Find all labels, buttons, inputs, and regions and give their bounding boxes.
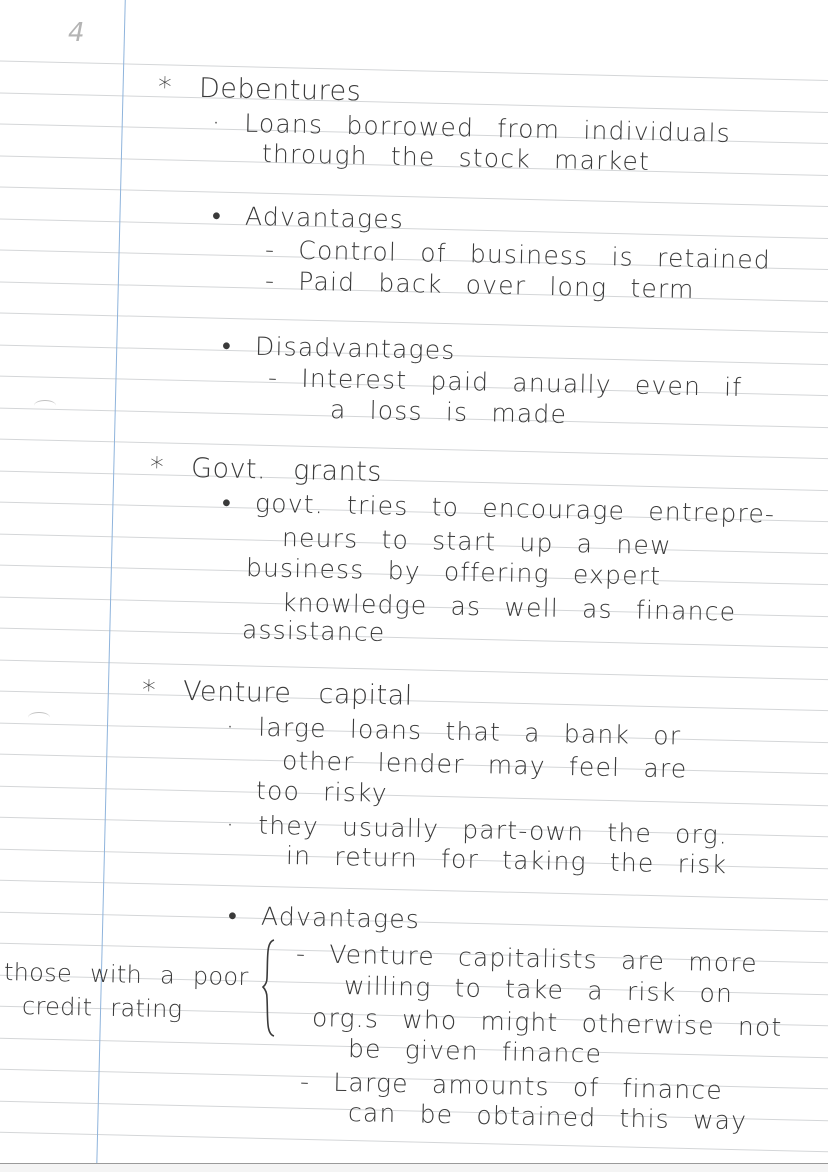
rule-line (0, 879, 828, 901)
margin-line (96, 0, 126, 1164)
hole-punch-mark (28, 712, 50, 723)
rule-line (0, 785, 828, 807)
note-line: • govt. tries to encourage entrepre- (221, 488, 776, 529)
curly-brace-icon (262, 938, 276, 1038)
heading-debentures: * Debentures (157, 72, 362, 108)
rule-line (0, 218, 828, 240)
side-note-line: those with a poor (3, 958, 249, 992)
subheading-advantages: • Advantages (227, 901, 421, 935)
subheading-disadvantages: • Disadvantages (221, 331, 456, 365)
note-line: knowledge as well as finance (281, 588, 737, 627)
heading-govt-grants: * Govt. grants (149, 452, 383, 488)
note-line: - Paid back over long term (264, 266, 695, 304)
rule-line (0, 92, 828, 114)
note-line: business by offering expert (245, 553, 662, 591)
note-line: assistance (241, 615, 386, 648)
note-line: - Interest paid anually even if (267, 363, 743, 402)
hole-punch-mark (34, 400, 56, 411)
note-line: org.s who might otherwise not (311, 1003, 783, 1042)
note-line: - Control of business is retained (264, 235, 772, 275)
note-line: through the stock market (261, 139, 651, 177)
rule-line (0, 470, 828, 492)
heading-venture-capital: * Venture capital (141, 675, 414, 712)
note-line: · Loans borrowed from individuals (211, 108, 732, 148)
note-line: a loss is made (329, 395, 568, 429)
rule-line (0, 312, 828, 334)
rule-line (0, 186, 828, 208)
rule-line (0, 659, 828, 681)
subheading-advantages: • Advantages (211, 201, 405, 235)
note-line: can be obtained this way (347, 1098, 748, 1136)
note-line: · they usually part-own the org. (225, 810, 729, 850)
note-line: be given finance (347, 1034, 603, 1069)
note-line: in return for taking the risk (285, 841, 728, 880)
side-note-line: credit rating (21, 992, 183, 1024)
rule-line (0, 690, 828, 712)
note-line: · large loans that a bank or (225, 712, 682, 751)
rule-line (0, 627, 828, 649)
note-line: neurs to start up a new (281, 523, 672, 561)
note-line: other lender may feel are (281, 746, 688, 784)
note-line: - Large amounts of finance (299, 1067, 724, 1105)
page-number: 4 (68, 18, 85, 48)
note-line: - Venture capitalists are more (295, 939, 759, 978)
note-line: willing to take a risk on (343, 971, 734, 1009)
note-line: too risky (255, 776, 389, 808)
rule-line (0, 438, 828, 460)
